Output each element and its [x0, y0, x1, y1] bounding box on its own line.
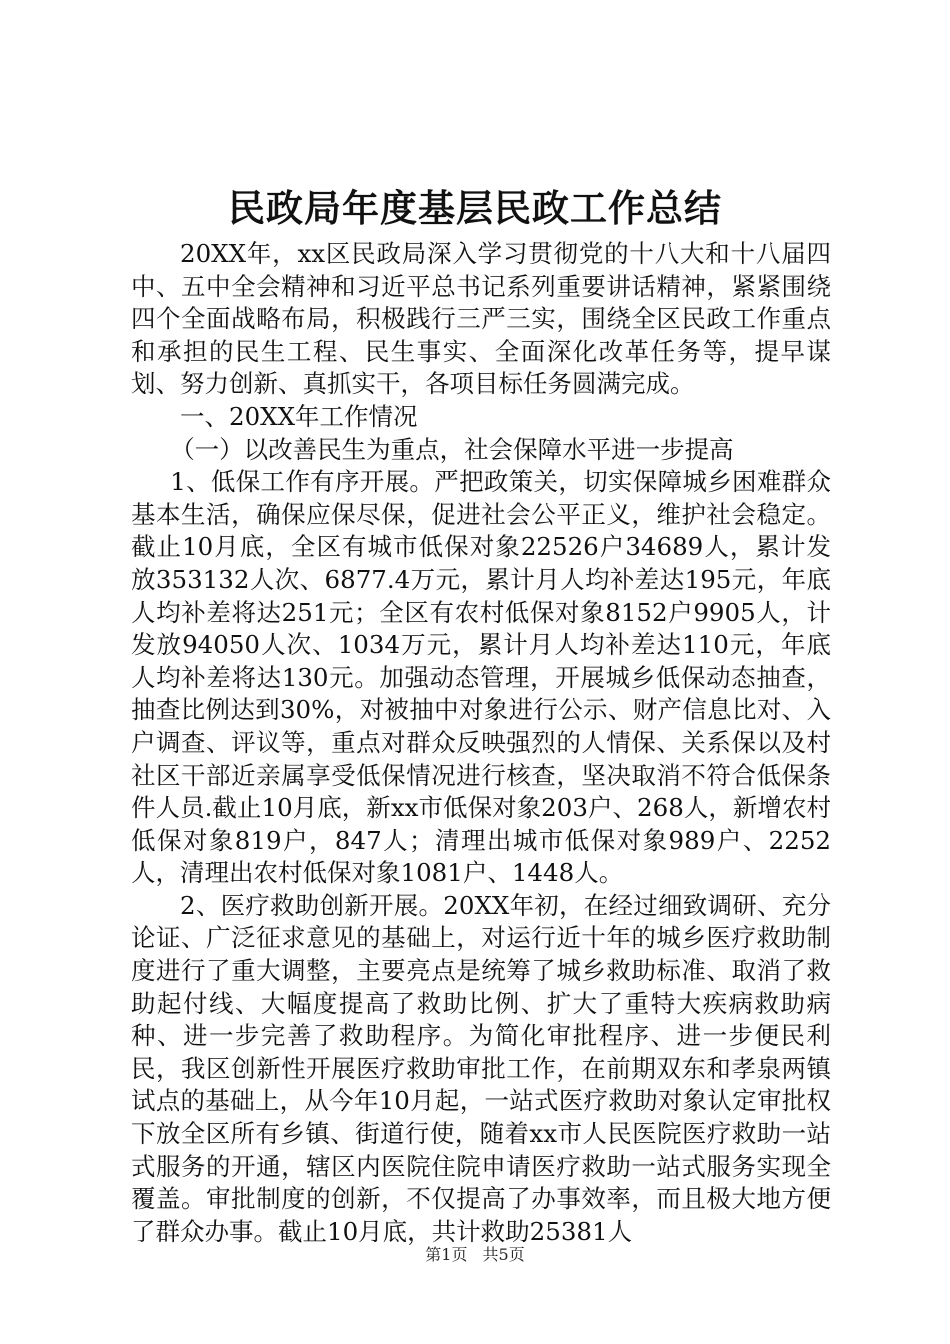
page-total: 共5页 — [482, 1245, 525, 1264]
page-number: 第1页 — [425, 1245, 468, 1264]
intro-paragraph: 20XX年，xx区民政局深入学习贯彻党的十八大和十八届四中、五中全会精神和习近平总书记系列重要讲话精神，紧紧围绕四个全面战略布局，积极践行三严三实，围绕全区民政工作重点和承担的民生工程、民生事实、全面深化改革任务等，提早谋划、努力创新、真抓实干，各项目标任务圆满完成。 — [131, 239, 831, 399]
paragraph-medical-assistance: 2、医疗救助创新开展。20XX年初，在经过细致调研、充分论证、广泛征求意见的基础上，对运行近十年的城乡医疗救助制度进行了重大调整，主要亮点是统筹了城乡救助标准、取消了救助起付线、大幅度提高了救助比例、扩大了重特大疾病救助病种、进一步完善了救助程序。为简化审批程序、进一步便民利民，我区创新性开展医疗救助审批工作，在前期双东和孝泉两镇试点的基础上，从今年10月起，一站式医疗救助对象认定审批权下放全区所有乡镇、街道行使，随着xx市人民医院医疗救助一站式服务的开通，辖区内医院住院申请医疗救助一站式服务实现全覆盖。审批制度的创新，不仅提高了办事效率，而且极大地方便了群众办事。截止10月底，共计救助25381人 — [131, 890, 831, 1246]
page-footer — [0, 1244, 950, 1266]
paragraph-low-income-security: 1、低保工作有序开展。严把政策关，切实保障城乡困难群众基本生活，确保应保尽保，促进社会公平正义，维护社会稳定。截止10月底，全区有城市低保对象22526户34689人，累计发放353132人次、6877.4万元，累计月人均补差达195元，年底人均补差将达251元；全区有农村低保对象8152户9905人，计发放94050人次、1034万元，累计月人均补差达110元，年底人均补差将达130元。加强动态管理，开展城乡低保动态抽查，抽查比例达到30%，对被抽中对象进行公示、财产信息比对、入户调查、评议等，重点对群众反映强烈的人情保、关系保以及村社区干部近亲属享受低保情况进行核查，坚决取消不符合低保条件人员.截止10月底，新xx市低保对象203户、268人，新增农村低保对象819户，847人；清理出城市低保对象989户、2252人，清理出农村低保对象1081户、1448人。 — [131, 467, 831, 888]
section-heading: 一、20XX年工作情况 — [180, 401, 418, 431]
document-body — [131, 238, 831, 1248]
subsection-heading: （一）以改善民生为重点，社会保障水平进一步提高 — [170, 434, 734, 464]
document-title: 民政局年度基层民政工作总结 — [228, 186, 722, 230]
